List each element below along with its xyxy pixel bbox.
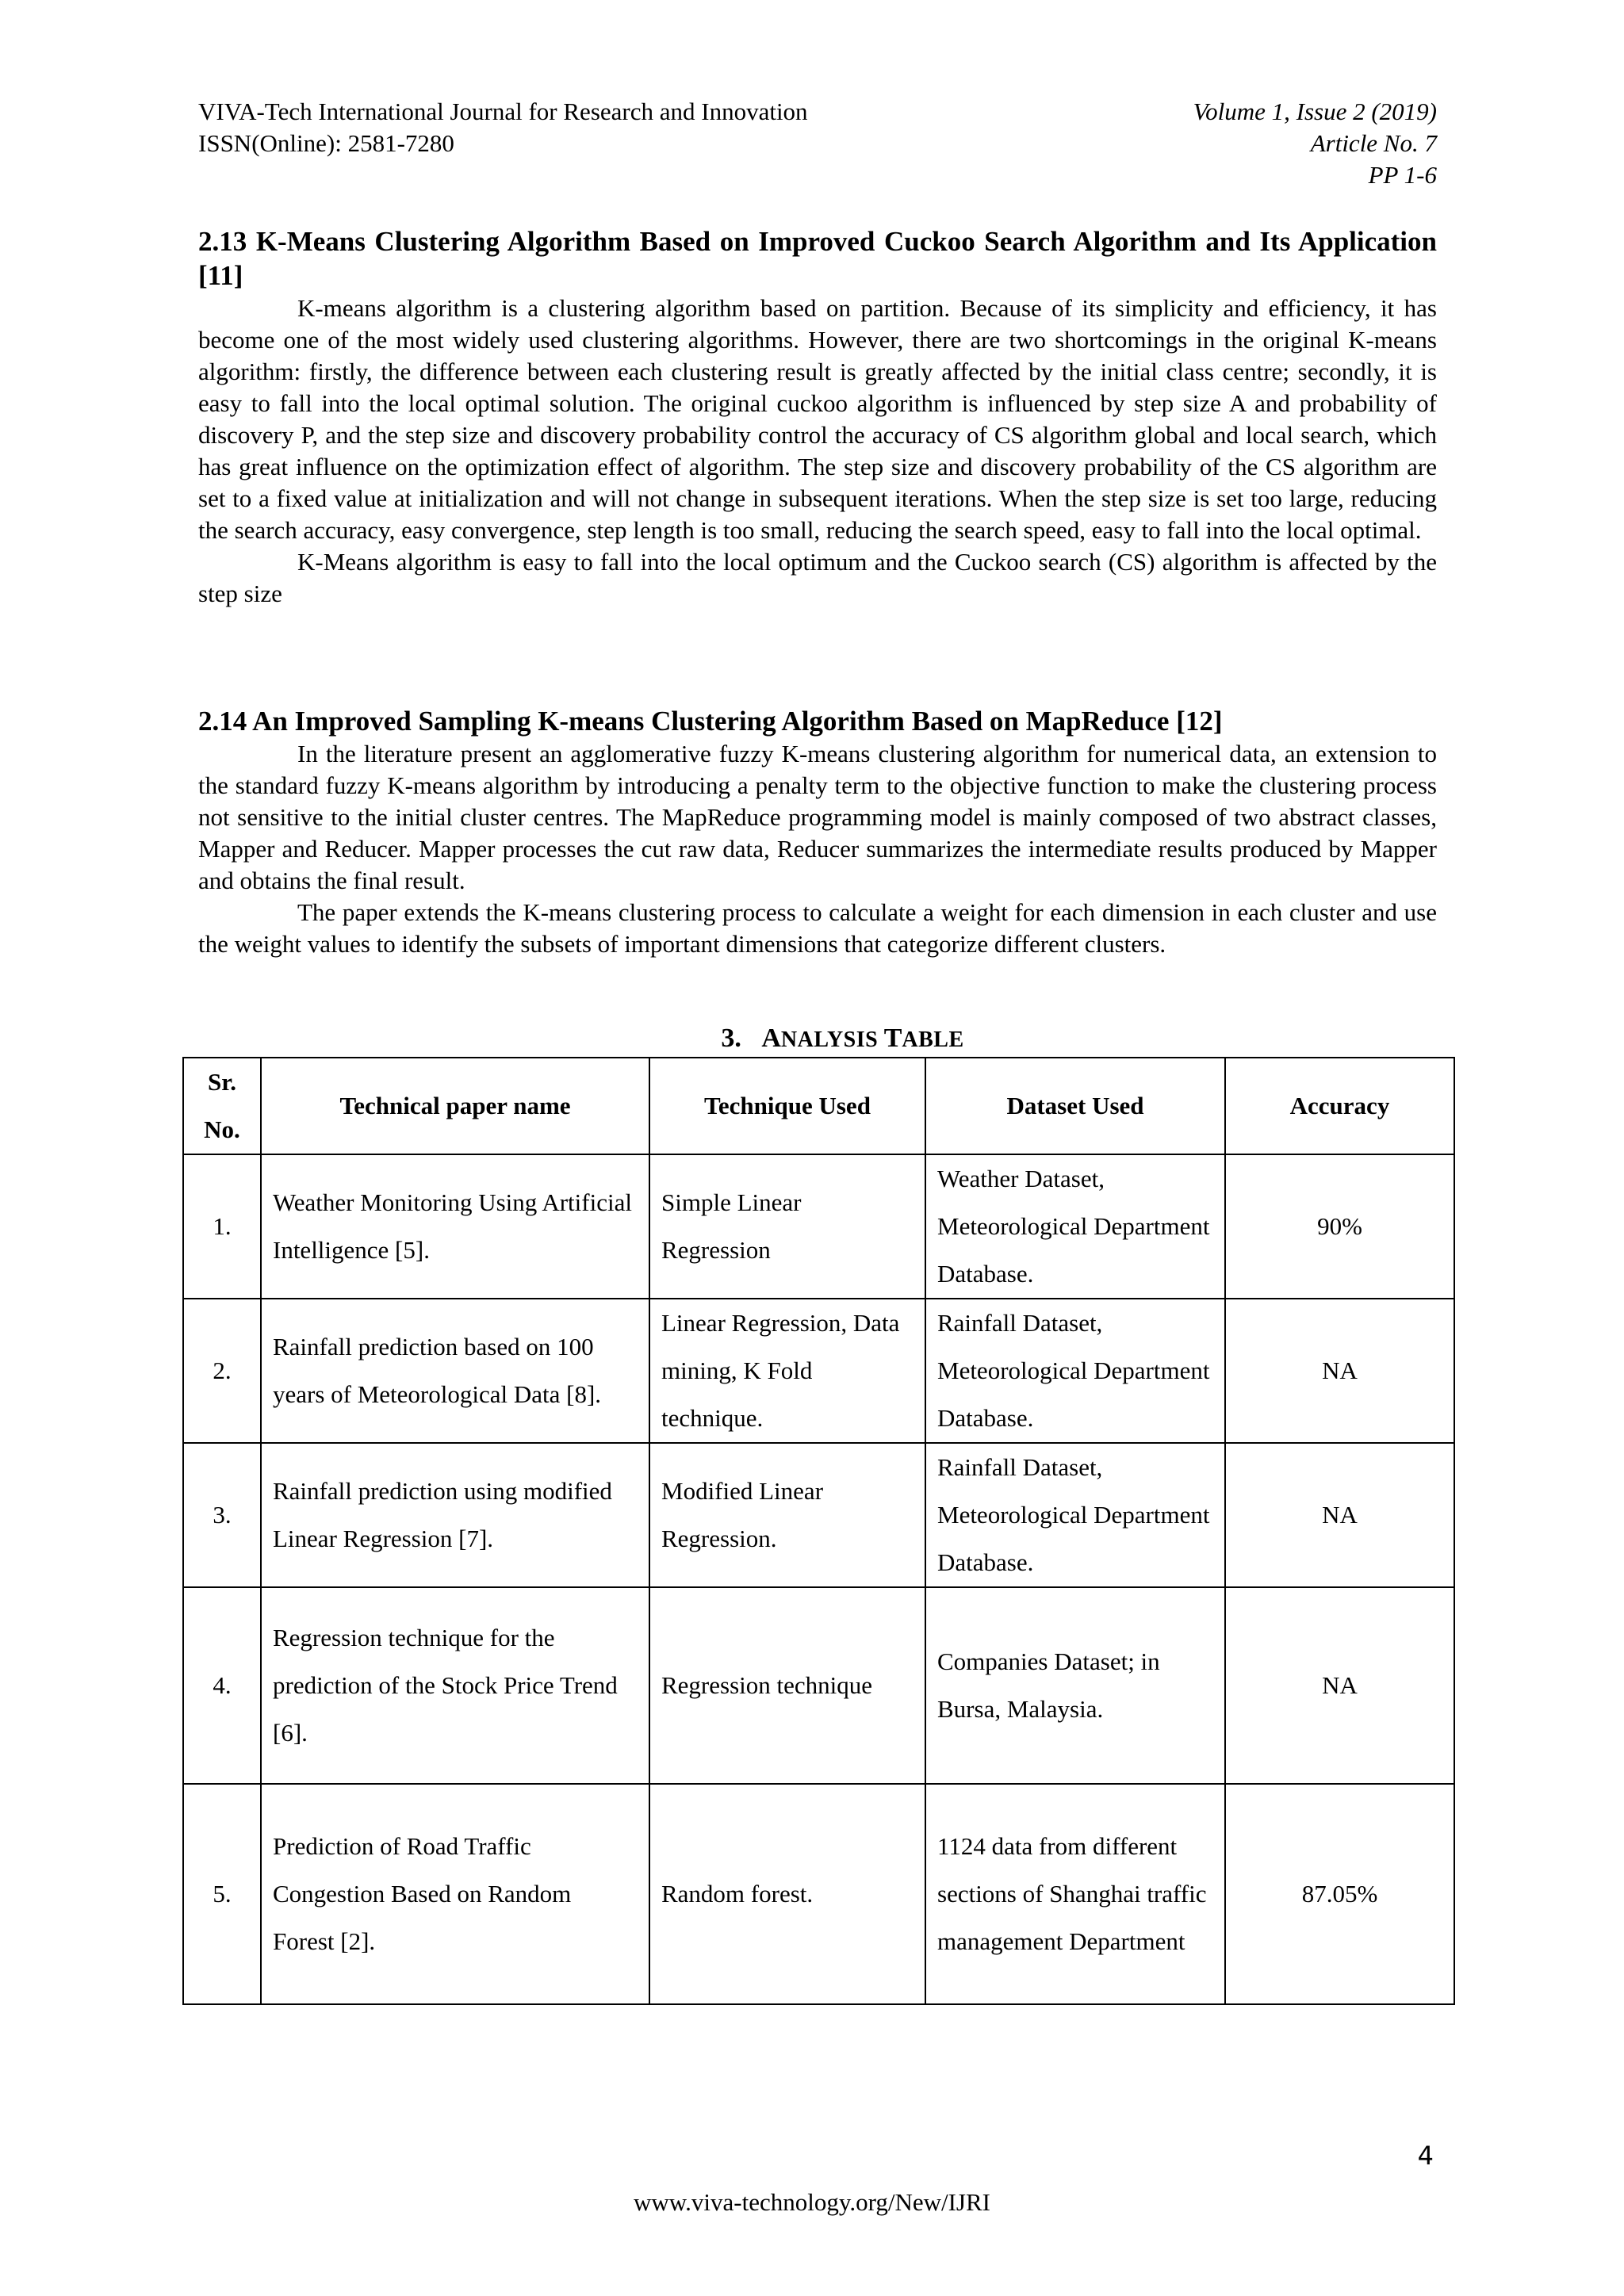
page-range: PP 1-6 bbox=[1368, 161, 1437, 189]
cell-paper: Prediction of Road Traffic Congestion Based on Random Forest [2]. bbox=[261, 1784, 649, 2004]
cell-sr: 4. bbox=[183, 1587, 261, 1784]
table-row bbox=[183, 1784, 1454, 2004]
cell-dataset: Companies Dataset; in Bursa, Malaysia. bbox=[925, 1587, 1225, 1784]
section-2-13-paragraph-2: K-Means algorithm is easy to fall into the local optimum and the Cuckoo search (CS) algorithm is affected by the step size bbox=[198, 548, 1437, 607]
section-2-13-paragraph-1: K-means algorithm is a clustering algorithm based on partition. Because of its simplicity and efficiency, it has become one of the most widely used clustering algorithms. However, there are two shortcomings in the original K-means algorithm: firstly, the difference between each clustering result is greatly affected by the initial class centre; secondly, it is easy to fall into the local optimal solution. The original cuckoo algorithm is influenced by step size A and probability of discovery P, and the step size and discovery probability control the accuracy of CS algorithm global and local search, which has great influence on the optimization effect of algorithm. The step size and discovery probability of the CS algorithm are set to a fixed value at initialization and will not change in subsequent iterations. When the step size is set too large, reducing the search accuracy, easy convergence, step length is too small, reducing the search speed, easy to fall into the local optimal. bbox=[198, 294, 1437, 544]
cell-paper: Regression technique for the prediction of the Stock Price Trend [6]. bbox=[261, 1587, 649, 1784]
cell-technique: Linear Regression, Data mining, K Fold technique. bbox=[649, 1299, 925, 1443]
table-caption bbox=[198, 1023, 1487, 1056]
cell-sr: 1. bbox=[183, 1154, 261, 1299]
page-number: 4 bbox=[1417, 2141, 1434, 2171]
table-caption-letter-a: A bbox=[761, 1024, 781, 1053]
section-2-14-paragraph-2: The paper extends the K-means clustering process to calculate a weight for each dimension in each cluster and use the weight values to identify the subsets of important dimensions that categorize different clusters. bbox=[198, 898, 1437, 958]
table-row bbox=[183, 1299, 1454, 1443]
volume-issue: Volume 1, Issue 2 (2019) bbox=[1193, 98, 1437, 125]
cell-technique: Random forest. bbox=[649, 1784, 925, 2004]
section-2-14-paragraph-1: In the literature present an agglomerative fuzzy K-means clustering algorithm for numerical data, an extension to the standard fuzzy K-means algorithm by introducing a penalty term to the objective function to make the clustering process not sensitive to the initial cluster centres. The MapReduce programming model is mainly composed of two abstract classes, Mapper and Reducer. Mapper processes the cut raw data, Reducer summarizes the intermediate results produced by Mapper and obtains the final result. bbox=[198, 740, 1437, 894]
header-sr-no bbox=[183, 1058, 261, 1154]
header-dataset: Dataset Used bbox=[925, 1058, 1225, 1154]
header-sr-line2: No. bbox=[204, 1115, 240, 1143]
table-caption-letter-t: T bbox=[883, 1024, 902, 1053]
section-2-13-title: 2.13 K-Means Clustering Algorithm Based on Improved Cuckoo Search Algorithm and Its Application [11] bbox=[198, 226, 1437, 291]
section-2-14-title: 2.14 An Improved Sampling K-means Clustering Algorithm Based on MapReduce [12] bbox=[198, 706, 1223, 737]
table-header-row bbox=[183, 1058, 1454, 1154]
cell-sr: 5. bbox=[183, 1784, 261, 2004]
section-2-13 bbox=[198, 224, 1437, 610]
cell-sr: 2. bbox=[183, 1299, 261, 1443]
table-caption-word-1: NALYSIS bbox=[780, 1027, 884, 1052]
cell-accuracy: 90% bbox=[1225, 1154, 1454, 1299]
cell-paper: Rainfall prediction based on 100 years of Meteorological Data [8]. bbox=[261, 1299, 649, 1443]
cell-paper: Rainfall prediction using modified Linear Regression [7]. bbox=[261, 1443, 649, 1587]
cell-accuracy: 87.05% bbox=[1225, 1784, 1454, 2004]
footer-url[interactable]: www.viva-technology.org/New/IJRI bbox=[634, 2188, 990, 2216]
cell-accuracy: NA bbox=[1225, 1587, 1454, 1784]
section-2-14 bbox=[198, 704, 1437, 960]
cell-dataset: Weather Dataset, Meteorological Department Database. bbox=[925, 1154, 1225, 1299]
cell-paper: Weather Monitoring Using Artificial Intelligence [5]. bbox=[261, 1154, 649, 1299]
cell-dataset: Rainfall Dataset, Meteorological Department Database. bbox=[925, 1443, 1225, 1587]
analysis-table bbox=[182, 1057, 1455, 2005]
header-accuracy: Accuracy bbox=[1225, 1058, 1454, 1154]
table-row bbox=[183, 1443, 1454, 1587]
cell-sr: 3. bbox=[183, 1443, 261, 1587]
cell-technique: Regression technique bbox=[649, 1587, 925, 1784]
cell-dataset: 1124 data from different sections of Shanghai traffic management Department bbox=[925, 1784, 1225, 2004]
cell-dataset: Rainfall Dataset, Meteorological Department Database. bbox=[925, 1299, 1225, 1443]
table-row bbox=[183, 1587, 1454, 1784]
journal-name: VIVA-Tech International Journal for Research and Innovation bbox=[198, 98, 808, 125]
table-caption-word-2: ABLE bbox=[902, 1027, 964, 1052]
issn: ISSN(Online): 2581-7280 bbox=[198, 129, 454, 157]
cell-technique: Simple Linear Regression bbox=[649, 1154, 925, 1299]
cell-technique: Modified Linear Regression. bbox=[649, 1443, 925, 1587]
header-paper-name: Technical paper name bbox=[261, 1058, 649, 1154]
table-row bbox=[183, 1154, 1454, 1299]
cell-accuracy: NA bbox=[1225, 1443, 1454, 1587]
cell-accuracy: NA bbox=[1225, 1299, 1454, 1443]
header-technique: Technique Used bbox=[649, 1058, 925, 1154]
table-caption-number: 3. bbox=[721, 1024, 741, 1053]
article-number: Article No. 7 bbox=[1310, 129, 1437, 157]
header-sr-line1: Sr. bbox=[208, 1068, 236, 1096]
